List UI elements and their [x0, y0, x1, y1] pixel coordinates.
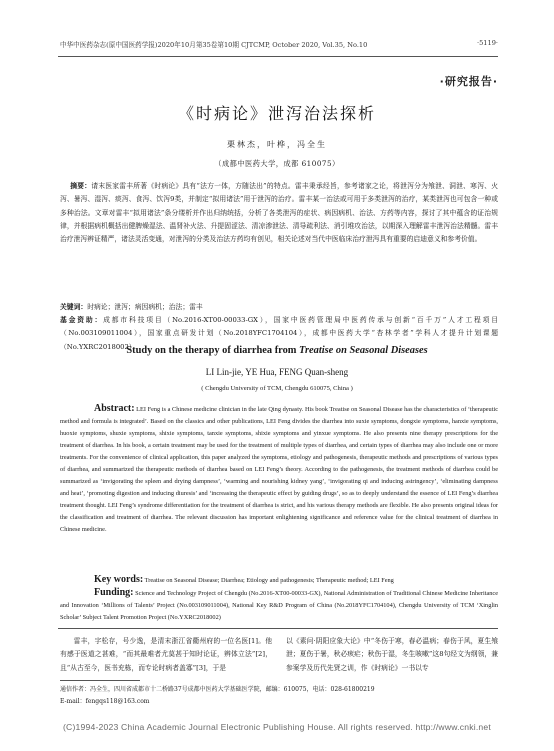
english-title-book: Treatise on Seasonal Diseases: [299, 345, 428, 356]
footnote-email: E-mail：fengqs118@163.com: [60, 698, 150, 705]
chinese-funding-text: 成都市科技项目（No.2016-XT00-00033-GX），国家中医药管理局中医药传承与创新“百千万”人才工程项目（No.003109011004），国家重点研发计划（No.2018YFC1704104），成都中医药大学“杏林学者”学科人才提升计划课题（No.YXRC2018002）: [60, 316, 498, 351]
chinese-affiliation: （成都中医药大学，成都 610075）: [214, 159, 340, 168]
english-keywords-text: Treatise on Seasonal Disease; Diarrhea; Etiology and pathogenesis; Therapeutic method; LEI Feng: [144, 577, 394, 584]
chinese-keywords-label: 关键词：: [60, 303, 88, 311]
chinese-keywords: [60, 301, 498, 314]
english-funding-text: Science and Technology Project of Chengdu (No.2016-XT00-00033-GX), National Administration of Traditional Chinese Medicine Inheritance and Innovation ‘Millions of Talents’ Project (No.003109011004), National Key R&D Program of China (No.2018YFC1704104), Chengdu University of TCM ‘Xinglin Scholar’ Subject Talent Promotion Project (No.YXRC2018002): [60, 590, 498, 622]
copyright-watermark: (C)1994-2023 China Academic Journal Electronic Publishing House. All rights reserved. http://www.cnki.net: [63, 722, 491, 732]
header-journal-info: 中华中医药杂志(原中国医药学报)2020年10月第35卷第10期 CJTCMP, October 2020, Vol.35, No.10: [60, 41, 368, 49]
correspondence-footnote: [60, 684, 498, 708]
section-tag: ·研究报告·: [439, 75, 498, 88]
body-column-left: [60, 635, 272, 675]
english-title-prefix: Study on the therapy of diarrhea from: [126, 345, 300, 356]
body-rule: [58, 628, 498, 629]
english-abstract: [60, 403, 498, 537]
english-funding-label: Funding:: [94, 587, 134, 598]
header-page-number: ·5119·: [477, 39, 498, 47]
running-header: [60, 39, 498, 51]
body-column-right: [286, 635, 498, 675]
chinese-keywords-text: 时病论；泄泻；病因病机；治法；雷丰: [87, 303, 203, 311]
chinese-authors: 栗林杰，叶桦，冯全生: [227, 140, 327, 149]
body-paragraph: 雷丰，字松存，号少逸，是清末浙江省衢州府的一位名医[1]。他有感于医道之甚难，“而其最难者尤莫甚于知时论证，辨体立法”[2]，且“从古至今，医书充栋，而专论时病者盖寡”[3]，于是: [60, 637, 272, 672]
chinese-abstract-label: 摘要：: [70, 182, 92, 190]
footnote-rule: [60, 680, 140, 681]
english-abstract-label: Abstract:: [94, 403, 135, 414]
english-affiliation: ( Chengdu University of TCM, Chengdu 610075, China ): [201, 385, 353, 392]
chinese-title: 《时病论》泄泻治法探析: [177, 104, 376, 123]
english-authors: LI Lin-jie, YE Hua, FENG Quan-sheng: [205, 367, 349, 377]
chinese-funding-label: 基金资助：: [60, 316, 104, 324]
header-rule: [58, 56, 498, 57]
english-keywords-label: Key words:: [94, 574, 144, 585]
english-abstract-text: LEI Feng is a Chinese medicine clinician in the late Qing dynasty. His book Treatise on Seasonal Disease has the characteristics of ‘therapeutic method and formula is integrated’. Based on the classics and other publications, LEI Feng divides the diarrhea into suxie symptoms, dongxie symptoms, hanxie symptoms, huoxie symptoms, shuxie symptoms, shixie symptoms, tanxie symptoms, shixie symptoms and yinxue symptoms. He also presents nine therapy prescriptions for the treatment of diarrhea. In his book, a certain treatment may be used for the treatment of multiple types of diarrhea, and certain types of diarrhea may also include one or more treatments. For the convenience of clinical application, this paper analyzed the symptoms, etiology and pathogenesis, therapeutic methods and prescriptions of various types of diarrhea, and summarized the therapeutic methods of diarrhea based on LEI Feng’s theory. According to the pathogenesis, the treatment methods of diarrhea could be summarized as ‘invigorating the spleen and drying dampness’, ‘warming and nourishing kidney yang’, ‘invigorating qi and inducing astringency’, ‘eliminating dampness and heat’, ‘promoting digestion and inducing diuresis’ and ‘increasing the therapeutic effect by guiding drugs’, so as to deeply understand the essence of LEI Feng’s diarrhea treatment thought. LEI Feng’s syndrome differentiation for the treatment of diarrhea is strict, and his various therapy methods are flexible. He also presents original ideas for the classification and treatment of diarrhea. The relevant discussion has important enlightening significance and reference value for the clinical treatment of diarrhea in Chinese medicine.: [60, 406, 499, 534]
english-keywords: [60, 574, 498, 587]
footnote-address: 通信作者：冯全生，四川省成都市十二桥路37号成都中医药大学基础医学院，邮编：610075，电话：028-61800219: [60, 686, 375, 693]
chinese-abstract: [60, 180, 498, 246]
english-title: [0, 345, 554, 356]
body-paragraph: 以《素问·阴阳应象大论》中“冬伤于寒，春必温病；春伤于风，夏生飧泄；夏伤于暑，秋必痎疟；秋伤于湿，冬生咳嗽”这8句经文为纲领，兼参案学及历代先贤之训，作《时病论》一书以专: [286, 637, 498, 672]
english-funding: [60, 587, 498, 624]
chinese-abstract-text: 请末医家雷丰所著《时病论》具有“法方一体，方随法出”的特点。雷丰秉承经旨，参考诸家之论，将泄泻分为飧泄、洞泄、寒泻、火泻、暑泻、湿泻、痰泻、食泻、饮泻9类，并制定“拟用诸法”用于泄泻的治疗。雷丰某一治法或可用于多类泄泻的治疗，某类泄泻也可包含一种或多种治法。文章对雷丰“拟用诸法”条分缕析并作出归纳统括，分析了各类泄泻的症状、病因病机、治法、方药等内容，探讨了其中蕴含的证治规律，并根据病机概括出健脾燥湿法、温肾补火法、升提固涩法、清凉渗泄法、清导疏利法、消引堆攻治法，以期深入理解雷丰泄泻治法精髓。雷丰治疗泄泻辨证精严，诸法灵活变通，对泄泻的分类及治法方药均有创见，相关论述对当代中医临床治疗泄泻具有重要的启迪意义和参考价值。: [60, 182, 499, 244]
